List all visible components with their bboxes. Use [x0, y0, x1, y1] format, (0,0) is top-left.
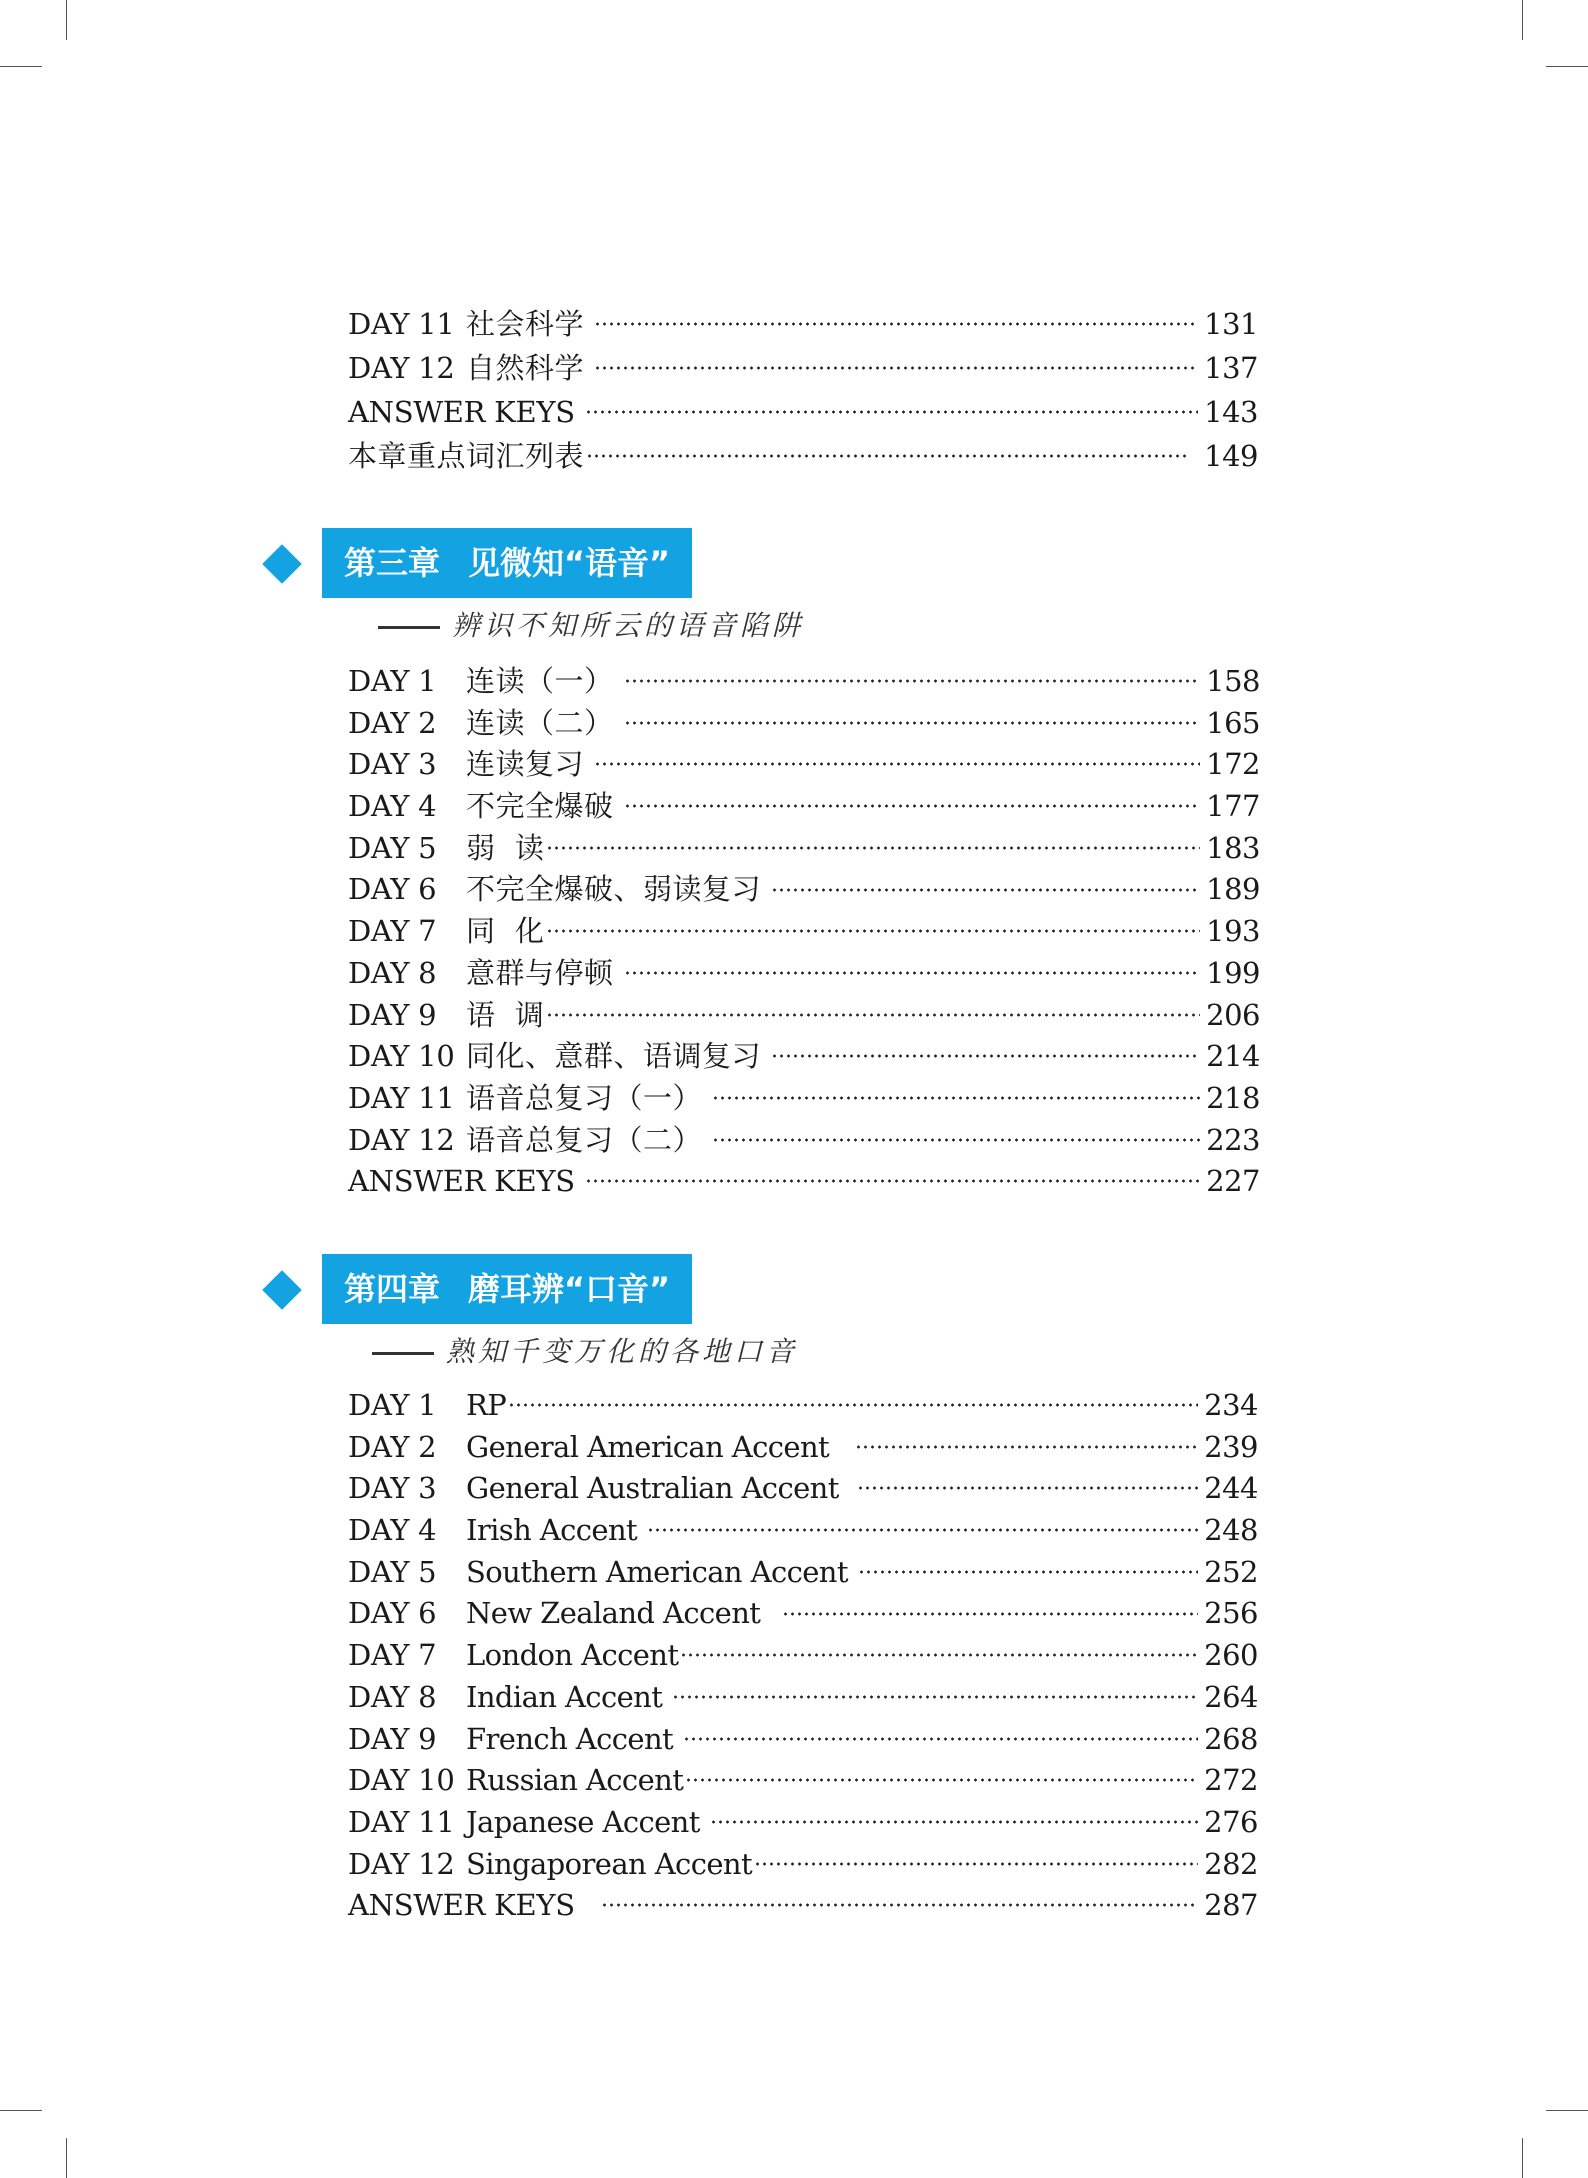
toc-day: DAY 1: [348, 664, 437, 698]
toc-day: DAY 7: [348, 914, 437, 949]
toc-day: DAY 4: [348, 789, 437, 824]
toc-page: 206: [1206, 997, 1260, 1032]
dot-leader: [771, 870, 1200, 899]
toc-title: 自然科学: [466, 351, 585, 385]
toc-row[interactable]: [348, 1468, 1258, 1510]
toc-page: 227: [1206, 1164, 1260, 1199]
dot-leader: [585, 393, 1198, 422]
toc-day: DAY 5: [348, 1554, 437, 1589]
dot-leader: [782, 1594, 1198, 1623]
toc-title: Indian Accent: [466, 1679, 663, 1714]
toc-row[interactable]: [348, 1593, 1258, 1635]
toc-day: DAY 9: [348, 997, 437, 1032]
dot-leader: [647, 1511, 1198, 1540]
toc-row[interactable]: [348, 1161, 1260, 1203]
toc-day: DAY 7: [348, 1638, 437, 1673]
dot-leader: [586, 437, 1190, 466]
dot-leader: [771, 1037, 1200, 1066]
toc-day: ANSWER KEYS: [348, 395, 575, 429]
toc-day: ANSWER KEYS: [348, 1164, 575, 1199]
toc-day: DAY 10: [348, 1039, 455, 1074]
chapter-banner: [322, 1254, 692, 1324]
toc-row[interactable]: [348, 1036, 1260, 1078]
toc-title: 本章重点词汇列表: [348, 439, 585, 473]
toc-page: 252: [1204, 1554, 1258, 1589]
toc-page: 189: [1206, 872, 1260, 907]
toc-title: 语 调: [466, 997, 545, 1032]
toc-day: DAY 10: [348, 1763, 455, 1798]
toc-page: 272: [1204, 1763, 1258, 1798]
toc-day: DAY 11: [348, 307, 455, 341]
crop-mark: [1522, 2138, 1523, 2178]
toc-title: 连读（二）: [466, 705, 614, 740]
crop-mark: [0, 2110, 42, 2111]
toc-row[interactable]: [348, 390, 1258, 434]
chapter-title: 磨耳辨“口音”: [468, 1270, 671, 1308]
toc-page: 260: [1204, 1638, 1258, 1673]
toc-page: 172: [1206, 747, 1260, 782]
toc-title: 同化、意群、语调复习: [466, 1039, 762, 1074]
dot-leader: [594, 349, 1198, 378]
toc-row[interactable]: [348, 1719, 1258, 1761]
toc-row[interactable]: [348, 1427, 1258, 1469]
dot-leader: [712, 1079, 1200, 1108]
toc-page: 248: [1204, 1513, 1258, 1548]
crop-mark: [1522, 0, 1523, 40]
toc-title: London Accent: [466, 1638, 679, 1673]
toc-day: DAY 11: [348, 1080, 455, 1115]
toc-title: Singaporean Accent: [466, 1846, 753, 1881]
toc-page: 183: [1206, 830, 1260, 865]
crop-mark: [1546, 2110, 1588, 2111]
toc-row[interactable]: [348, 1802, 1258, 1844]
toc-page: 143: [1204, 395, 1258, 429]
toc-day: DAY 2: [348, 1429, 437, 1464]
toc-row[interactable]: [348, 346, 1258, 390]
toc-title: French Accent: [466, 1721, 674, 1756]
toc-title: Irish Accent: [466, 1513, 638, 1548]
chapter-title: 见微知“语音”: [468, 544, 671, 582]
dot-leader: [601, 1886, 1198, 1915]
toc-row[interactable]: [348, 302, 1258, 346]
dot-leader: [855, 1428, 1198, 1457]
dot-leader: [624, 954, 1201, 983]
toc-section-chapter4: [348, 1385, 1258, 1927]
toc-page: 244: [1204, 1471, 1258, 1506]
toc-title: 语音总复习（一）: [466, 1080, 703, 1115]
toc-day: DAY 3: [348, 747, 437, 782]
em-dash: [372, 1352, 434, 1355]
subtitle-text: 熟知千变万化的各地口音: [446, 1335, 799, 1368]
dot-leader: [680, 1636, 1198, 1665]
toc-day: DAY 8: [348, 1679, 437, 1714]
toc-title: 社会科学: [466, 307, 585, 341]
toc-title: 不完全爆破: [466, 789, 614, 824]
dot-leader: [594, 745, 1200, 774]
dot-leader: [858, 1553, 1198, 1582]
toc-title: 不完全爆破、弱读复习: [466, 872, 762, 907]
toc-row[interactable]: [348, 786, 1260, 828]
toc-day: DAY 12: [348, 1122, 455, 1157]
subtitle-text: 辨识不知所云的语音陷阱: [452, 609, 805, 642]
toc-title: 弱 读: [466, 830, 545, 865]
toc-day: DAY 4: [348, 1513, 437, 1548]
em-dash: [378, 626, 440, 629]
toc-row[interactable]: [348, 1120, 1260, 1162]
toc-title: RP: [466, 1388, 507, 1422]
chapter-subtitle: [378, 604, 804, 644]
toc-title: Southern American Accent: [466, 1554, 848, 1589]
toc-day: DAY 3: [348, 1471, 437, 1506]
dot-leader: [685, 1761, 1198, 1790]
dot-leader: [508, 1386, 1198, 1415]
toc-row[interactable]: [348, 1385, 1258, 1427]
toc-row[interactable]: [348, 744, 1260, 786]
toc-day: DAY 12: [348, 351, 455, 385]
toc-page: 218: [1206, 1080, 1260, 1115]
toc-section-chapter2-tail: [348, 302, 1258, 478]
toc-page: 165: [1206, 705, 1260, 740]
crop-mark: [66, 2138, 67, 2178]
toc-row[interactable]: [348, 1510, 1258, 1552]
toc-page: 137: [1204, 351, 1258, 385]
toc-title: General Australian Accent: [466, 1471, 839, 1506]
crop-mark: [66, 0, 67, 40]
toc-page: 158: [1206, 664, 1260, 698]
toc-page: 256: [1204, 1596, 1258, 1631]
toc-page: 214: [1206, 1039, 1260, 1074]
toc-page: 193: [1206, 914, 1260, 949]
toc-title: Japanese Accent: [466, 1804, 700, 1839]
toc-title: 语音总复习（二）: [466, 1122, 703, 1157]
toc-day: DAY 6: [348, 872, 437, 907]
dot-leader: [624, 662, 1201, 691]
dot-leader: [857, 1469, 1198, 1498]
dot-leader: [624, 704, 1201, 733]
toc-row[interactable]: [348, 703, 1260, 745]
toc-day: DAY 6: [348, 1596, 437, 1631]
dot-leader: [672, 1678, 1198, 1707]
diamond-icon: [262, 544, 302, 584]
toc-page: 234: [1204, 1388, 1258, 1422]
toc-day: DAY 5: [348, 830, 437, 865]
toc-title: General American Accent: [466, 1429, 830, 1464]
dot-leader: [712, 1121, 1200, 1150]
toc-page: 149: [1204, 439, 1258, 473]
toc-row[interactable]: [348, 911, 1260, 953]
toc-day: DAY 2: [348, 705, 437, 740]
toc-day: DAY 1: [348, 1388, 437, 1422]
toc-page: 268: [1204, 1721, 1258, 1756]
toc-title: 意群与停顿: [466, 955, 614, 990]
toc-page: 199: [1206, 955, 1260, 990]
toc-section-chapter3: [348, 661, 1260, 1203]
toc-row[interactable]: [348, 1078, 1260, 1120]
toc-row[interactable]: [348, 828, 1260, 870]
toc-day: ANSWER KEYS: [348, 1888, 575, 1923]
toc-row[interactable]: [348, 869, 1260, 911]
toc-title: Russian Accent: [466, 1763, 684, 1798]
toc-day: DAY 8: [348, 955, 437, 990]
crop-mark: [1546, 66, 1588, 67]
dot-leader: [683, 1720, 1198, 1749]
toc-title: 同 化: [466, 914, 545, 949]
toc-row[interactable]: [348, 1885, 1258, 1927]
dot-leader: [546, 996, 1200, 1025]
chapter-banner: [322, 528, 692, 598]
chapter-subtitle: [372, 1330, 798, 1370]
toc-row[interactable]: [348, 661, 1260, 703]
toc-row[interactable]: [348, 1844, 1258, 1886]
chapter-number: 第四章: [344, 1270, 441, 1308]
toc-row[interactable]: [348, 1552, 1258, 1594]
toc-day: DAY 11: [348, 1804, 455, 1839]
toc-row[interactable]: [348, 434, 1258, 478]
toc-title: 连读（一）: [466, 664, 614, 698]
toc-page: 276: [1204, 1804, 1258, 1839]
toc-page: 223: [1206, 1122, 1260, 1157]
dot-leader: [585, 1162, 1200, 1191]
crop-mark: [0, 66, 42, 67]
toc-page: 239: [1204, 1429, 1258, 1464]
toc-day: DAY 9: [348, 1721, 437, 1756]
dot-leader: [546, 912, 1200, 941]
toc-row[interactable]: [348, 1677, 1258, 1719]
toc-row[interactable]: [348, 1760, 1258, 1802]
dot-leader: [594, 305, 1198, 334]
chapter-number: 第三章: [344, 544, 441, 582]
toc-page: 287: [1204, 1888, 1258, 1923]
toc-page: 264: [1204, 1679, 1258, 1714]
dot-leader: [624, 787, 1201, 816]
toc-day: DAY 12: [348, 1846, 455, 1881]
toc-page: 131: [1204, 307, 1258, 341]
toc-row[interactable]: [348, 953, 1260, 995]
diamond-icon: [262, 1270, 302, 1310]
toc-page: 282: [1204, 1846, 1258, 1881]
toc-title: New Zealand Accent: [466, 1596, 761, 1631]
dot-leader: [546, 829, 1200, 858]
toc-page: 177: [1206, 789, 1260, 824]
dot-leader: [710, 1803, 1198, 1832]
toc-row[interactable]: [348, 995, 1260, 1037]
toc-row[interactable]: [348, 1635, 1258, 1677]
toc-title: 连读复习: [466, 747, 585, 782]
dot-leader: [754, 1845, 1198, 1874]
